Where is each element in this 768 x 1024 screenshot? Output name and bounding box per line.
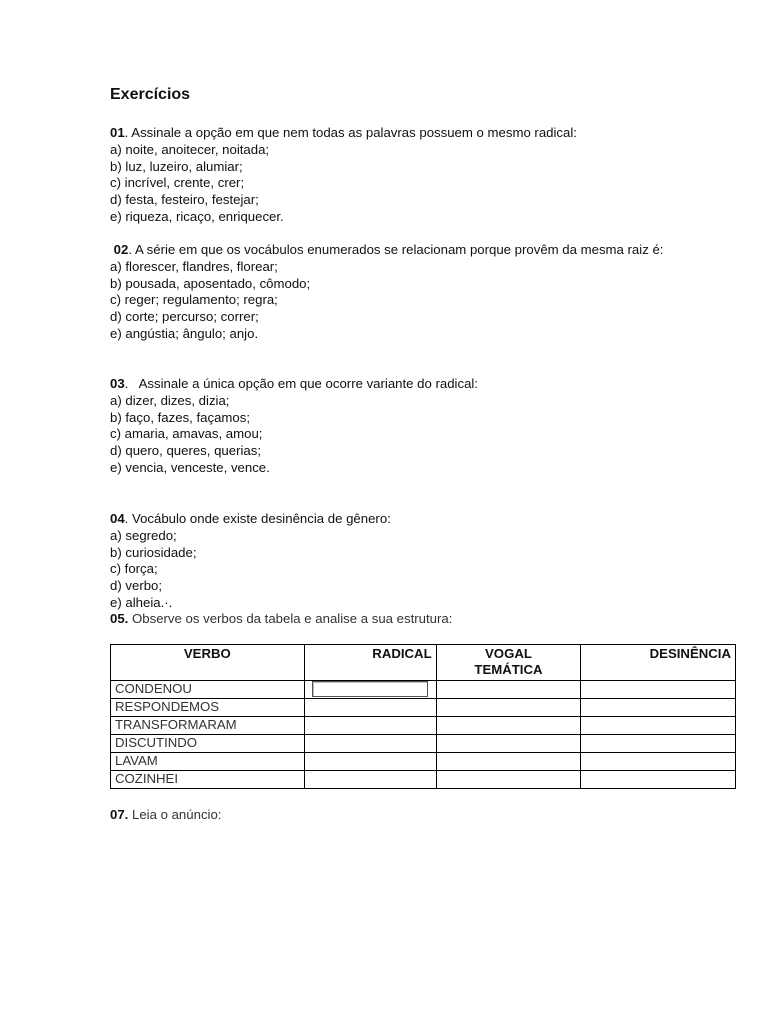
option-c: c) reger; regulamento; regra; — [110, 292, 278, 308]
option-e: e) alheia.·. — [110, 594, 173, 610]
table-header-row — [111, 645, 736, 681]
question-text: . A série em que os vocábulos enumerados se relacionam porque provêm da mesma raiz é: — [128, 242, 664, 257]
question-01 — [110, 125, 740, 226]
question-03-statement — [110, 376, 740, 393]
question-05 — [110, 611, 740, 628]
verb-cell: RESPONDEMOS — [111, 699, 305, 717]
vogal-cell[interactable] — [436, 753, 581, 771]
option-e: e) vencia, venceste, vence. — [110, 459, 270, 475]
option-d: d) quero, queres, querias; — [110, 443, 262, 459]
question-01-statement — [110, 125, 740, 142]
page-title: Exercícios — [110, 86, 191, 103]
header-verbo: VERBO — [111, 645, 305, 681]
option-a: a) florescer, flandres, florear; — [110, 258, 278, 274]
verb-structure-table — [110, 644, 736, 789]
option-a: a) noite, anoitecer, noitada; — [110, 141, 270, 157]
question-text: Observe os verbos da tabela e analise a sua estrutura: — [128, 611, 453, 626]
table-row — [111, 681, 736, 699]
vogal-cell[interactable] — [436, 717, 581, 735]
question-number: 04 — [110, 511, 125, 526]
radical-cell[interactable] — [304, 681, 436, 699]
question-02-statement — [110, 242, 740, 259]
question-number: 07. — [110, 807, 129, 822]
option-d: d) festa, festeiro, festejar; — [110, 192, 259, 208]
radical-input-box[interactable] — [312, 681, 428, 697]
radical-cell[interactable] — [304, 735, 436, 753]
question-04-statement — [110, 511, 740, 528]
question-number: 05. — [110, 611, 129, 626]
question-02 — [110, 242, 740, 343]
header-desinencia: DESINÊNCIA — [581, 645, 736, 681]
question-03 — [110, 376, 740, 477]
question-07 — [110, 807, 740, 824]
header-vogal-line1: VOGAL — [485, 646, 532, 661]
table-row — [111, 771, 736, 789]
desinencia-cell[interactable] — [581, 699, 736, 717]
verb-cell: COZINHEI — [111, 771, 305, 789]
option-d: d) corte; percurso; correr; — [110, 309, 259, 325]
desinencia-cell[interactable] — [581, 717, 736, 735]
header-radical: RADICAL — [304, 645, 436, 681]
question-text: . Vocábulo onde existe desinência de gênero: — [124, 511, 391, 526]
table-row — [111, 735, 736, 753]
question-07-statement — [110, 807, 740, 824]
vogal-cell[interactable] — [436, 681, 581, 699]
desinencia-cell[interactable] — [581, 735, 736, 753]
question-number: 02 — [113, 242, 129, 257]
option-b: b) pousada, aposentado, cômodo; — [110, 275, 311, 291]
option-a: a) dizer, dizes, dizia; — [110, 392, 230, 408]
desinencia-cell[interactable] — [581, 753, 736, 771]
question-05-statement — [110, 611, 740, 628]
radical-cell[interactable] — [304, 699, 436, 717]
table-row — [111, 699, 736, 717]
option-d: d) verbo; — [110, 578, 163, 594]
option-e: e) angústia; ângulo; anjo. — [110, 325, 259, 341]
option-e: e) riqueza, ricaço, enriquecer. — [110, 208, 284, 224]
table-row — [111, 753, 736, 771]
verb-cell: TRANSFORMARAM — [111, 717, 305, 735]
question-number: 03 — [110, 376, 125, 391]
question-text: . Assinale a opção em que nem todas as palavras possuem o mesmo radical: — [124, 125, 577, 140]
option-b: b) luz, luzeiro, alumiar; — [110, 158, 243, 174]
desinencia-cell[interactable] — [581, 771, 736, 789]
vogal-cell[interactable] — [436, 771, 581, 789]
desinencia-cell[interactable] — [581, 681, 736, 699]
verb-cell: DISCUTINDO — [111, 735, 305, 753]
option-c: c) incrível, crente, crer; — [110, 175, 245, 191]
header-vogal-line2: TEMÁTICA — [474, 662, 543, 677]
question-text: . Assinale a única opção em que ocorre variante do radical: — [124, 376, 479, 391]
option-c: c) força; — [110, 561, 158, 577]
radical-cell[interactable] — [304, 771, 436, 789]
option-c: c) amaria, amavas, amou; — [110, 426, 263, 442]
radical-cell[interactable] — [304, 753, 436, 771]
verb-cell: LAVAM — [111, 753, 305, 771]
option-a: a) segredo; — [110, 527, 177, 543]
question-04 — [110, 511, 740, 612]
option-b: b) curiosidade; — [110, 544, 197, 560]
vogal-cell[interactable] — [436, 735, 581, 753]
option-b: b) faço, fazes, façamos; — [110, 409, 250, 425]
vogal-cell[interactable] — [436, 699, 581, 717]
verb-cell: CONDENOU — [111, 681, 305, 699]
radical-cell[interactable] — [304, 717, 436, 735]
question-text: Leia o anúncio: — [128, 807, 222, 822]
table-row — [111, 717, 736, 735]
question-number: 01 — [110, 125, 125, 140]
header-vogal-tematica — [436, 645, 581, 681]
